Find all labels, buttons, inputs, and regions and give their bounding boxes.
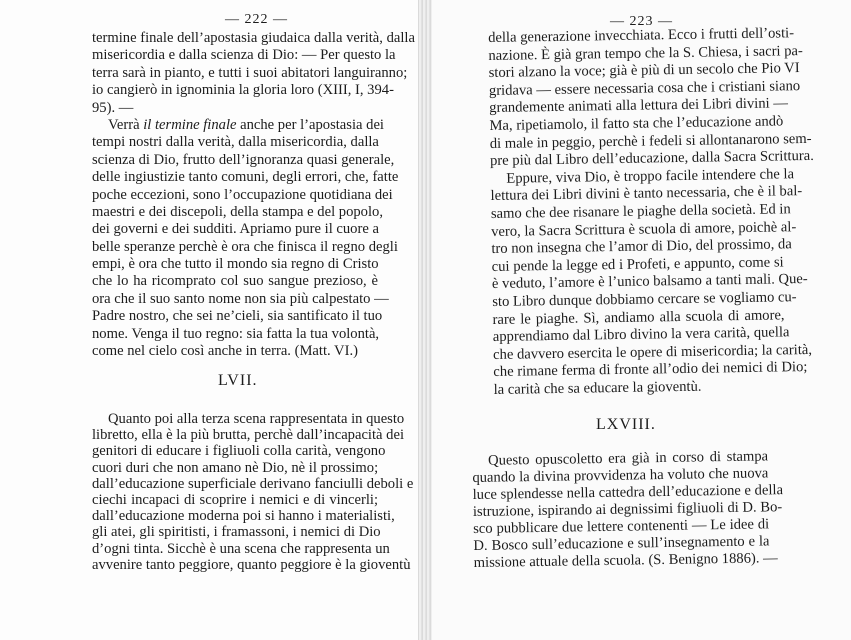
text-segment: il termine finale — [143, 116, 237, 133]
text-line: Eppure, viva Dio, è troppo facile intendere che la — [506, 165, 795, 187]
left-text-block — [92, 30, 415, 360]
text-line: grandemente animati alla lettura dei Libri divini — — [489, 95, 788, 117]
page-number: — 223 — — [610, 14, 673, 29]
text-line: nome. Venga il tuo regno: sia fatta la tua volontà, — [92, 325, 380, 342]
text-line: samo che dee risanare le piaghe della società. Ed in — [490, 201, 791, 222]
text-line: poche eccezioni, sono l’occupazione quotidiana dei — [92, 186, 393, 203]
text-line: cuori duri che non amano nè Dio, nè il prossimo; — [92, 459, 379, 476]
text-line: sto Libro dunque dobbiamo cercare se vogliamo cu- — [492, 289, 797, 310]
text-line: missione attuale della scuola. (S. Benigno 1886). — — [473, 550, 778, 571]
text-line: 95). — — [92, 99, 134, 116]
text-line: delle ingiustizie tanto comuni, degli errori, che, fatte — [92, 169, 399, 186]
text-segment: Verrà — [108, 116, 144, 133]
text-line: apprendiamo dal Libro divino la vera carità, quella — [492, 324, 790, 346]
text-line: scienza di Dio, frutto dell’ignoranza quasi generale, — [92, 151, 395, 168]
text-line: termine finale dell’apostasia giudaica dalla verità, dalla — [92, 30, 415, 46]
text-line: di male in peggio, perchè i fedeli si allontanarono sem- — [489, 130, 812, 152]
text-line: d’ogni tinta. Sicchè è una scena che rappresenta un — [92, 540, 390, 557]
right-paragraph-lxviii — [472, 448, 784, 572]
text-line: istruzione, ispirando ai degnissimi figliuoli di D. Bo- — [472, 499, 783, 520]
text-line: tempi nostri dalla verità, dalla misericordia, dalla — [92, 134, 379, 151]
text-line: io cangierò in ignominia la gloria loro (XIII, I, 394- — [92, 82, 394, 99]
text-line: D. Bosco sull’educazione e sull’insegnamento e la — [473, 533, 770, 554]
text-line: stori alzano la voce; già è più di un secolo che Pio VI — [488, 60, 800, 82]
text-line: dei governi e dei sudditi. Apriamo pure il cuore a — [92, 221, 379, 238]
text-line: luce splendesse nella cattedra dell’educazione e della — [472, 482, 784, 503]
right-page — [432, 0, 851, 640]
text-line — [92, 116, 384, 134]
text-line: misericordia e dalla scienza di Dio: — Per questo la — [92, 47, 396, 64]
text-line: come nel cielo così anche in terra. (Matt. VI.) — [92, 343, 358, 360]
text-line: ora che il suo santo nome non sia più calpestato — — [92, 290, 389, 307]
text-line: belle speranze perchè è ora che finisca il regno degli — [92, 238, 398, 255]
page-number: — 222 — — [225, 12, 288, 27]
text-line: avvenire tanto peggiore, quanto peggiore è la gioventù — [92, 556, 411, 573]
text-line: empi, è ora che tutto il mondo sia regno di Cristo — [92, 256, 379, 273]
text-line: pre più dal Libro dell’educazione, dalla Sacra Scrittura. — [489, 148, 814, 170]
text-segment: anche per l’apostasia dei — [236, 116, 384, 133]
text-line: Quanto poi alla terza scena rappresentata in questo — [108, 411, 405, 427]
text-line: lettura dei Libri divini è tanto necessaria, che è il bal- — [490, 183, 803, 205]
text-line: la carità che sa educare la gioventù. — [493, 378, 702, 398]
text-line: maestri e dei discepoli, della stampa e del popolo, — [92, 203, 383, 220]
text-line: della generazione invecchiata. Ecco i frutti dell’osti- — [488, 25, 795, 46]
text-line: cui pende la legge ed i Profeti, e appunto, come si — [491, 254, 784, 275]
section-heading: LVII. — [218, 372, 258, 389]
text-line: Padre nostro, che sei ne’cieli, sia santificato il tuo — [92, 308, 383, 325]
text-line: Questo opuscoletto era già in corso di stampa — [487, 448, 769, 469]
text-line: vero, la Sacra Scrittura è scuola di amore, poichè al- — [491, 218, 797, 240]
text-line: nazione. È già gran tempo che la S. Chiesa, i sacri pa- — [488, 42, 803, 64]
text-line: che rimane ferma di fronte all’odio dei nemici di Dio; — [493, 359, 808, 381]
text-line: dall’educazione superficiale derivano fanciulli deboli e — [92, 475, 414, 492]
text-line: è veduto, l’amore è l’unico balsamo a tanti mali. Que- — [491, 271, 808, 293]
text-line: che lo ha ricomprato col suo sangue prezioso, è — [92, 273, 378, 290]
text-line: che davvero esercita le opere di misericordia; la carità, — [492, 341, 813, 363]
text-line: gli atei, gli spiritisti, i framassoni, i nemici di Dio — [92, 524, 381, 541]
text-line: genitori di educare i figliuoli colla carità, vengono — [92, 443, 386, 460]
text-line: tro non insegna che l’amor di Dio, del prossimo, da — [491, 236, 792, 258]
section-heading: LXVIII. — [596, 416, 656, 433]
text-line: gridava — essere necessaria cosa che i cristiani siano — [488, 77, 801, 99]
text-line: dall’educazione moderna poi si hanno i materialisti, — [92, 508, 395, 525]
text-line: Ma, ripetiamolo, il fatto sta che l’educazione andò — [489, 113, 784, 134]
text-line: ciechi incapaci di scoprire i nemici e di vincerli; — [92, 491, 378, 508]
text-line: sco pubblicare due lettere contenenti — Le idee di — [473, 516, 770, 537]
left-paragraph-lvii — [92, 411, 414, 573]
right-text-block — [488, 25, 814, 399]
text-line: terra sarà in pianto, e tutti i suoi abitatori languiranno; — [92, 64, 408, 81]
text-line: libretto, ella è la più brutta, perchè dall’incapacità dei — [92, 427, 404, 444]
left-page — [0, 0, 425, 640]
text-line: quando la divina provvidenza ha voluto che nuova — [472, 465, 769, 486]
text-line: rare le piaghe. Sì, andiamo alla scuola di amore, — [492, 306, 785, 328]
